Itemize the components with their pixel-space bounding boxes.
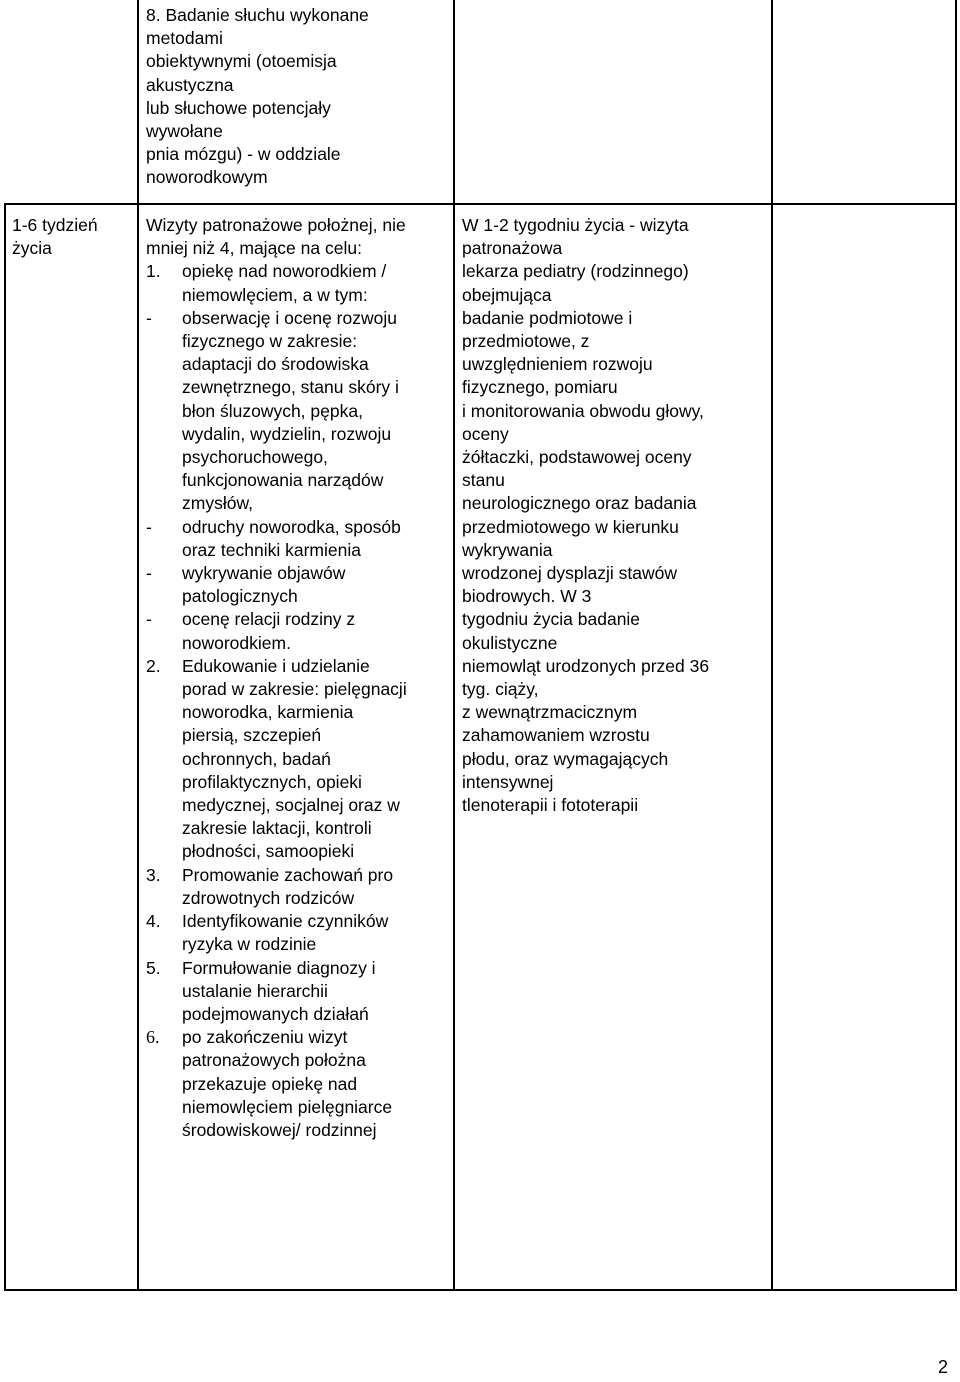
sub-item-line bbox=[146, 492, 401, 515]
text-line: neurologicznego oraz badania bbox=[462, 493, 697, 514]
sub-item-line bbox=[146, 539, 401, 562]
text-line: płodności, samoopieki bbox=[182, 841, 355, 862]
text-line: wydalin, wydzielin, rozwoju bbox=[182, 423, 392, 444]
sub-item-dash: - bbox=[146, 516, 152, 537]
text-line: mniej niż 4, mające na celu: bbox=[146, 238, 362, 259]
text-line: ocenę relacji rodziny z bbox=[182, 609, 356, 630]
text-line: i monitorowania obwodu głowy, bbox=[462, 400, 704, 421]
period-cell bbox=[12, 214, 98, 260]
text-line: zmysłów, bbox=[182, 493, 253, 514]
text-line: oceny bbox=[462, 423, 509, 444]
text-line: lekarza pediatry (rodzinnego) bbox=[462, 261, 689, 282]
text-line: patologicznych bbox=[182, 586, 298, 607]
list-item bbox=[146, 864, 407, 910]
list-item-body bbox=[182, 957, 376, 1027]
text-line: 1-6 tydzień bbox=[12, 215, 98, 235]
text-line: życia bbox=[12, 238, 52, 259]
table-border-bottom bbox=[4, 1289, 957, 1291]
sub-item-line bbox=[146, 376, 401, 399]
page-number: 2 bbox=[938, 1357, 949, 1377]
text-line: podejmowanych działań bbox=[182, 1003, 369, 1024]
sub-item-dash bbox=[146, 423, 182, 446]
sub-item-dash: - bbox=[146, 307, 152, 328]
table-border-left bbox=[4, 203, 6, 1291]
text-line: psychoruchowego, bbox=[182, 447, 328, 468]
text-line: medycznej, socjalnej oraz w bbox=[182, 795, 400, 816]
sub-item-line bbox=[146, 608, 401, 631]
list-item-number: 4. bbox=[146, 911, 161, 932]
text-line: tygodniu życia badanie bbox=[462, 609, 641, 630]
text-line: stanu bbox=[462, 470, 505, 491]
text-line: okulistyczne bbox=[462, 632, 558, 653]
text-line: obiektywnymi (otoemisja bbox=[146, 51, 337, 72]
text-line: tlenoterapii i fototerapii bbox=[462, 795, 639, 816]
sub-item-dash: - bbox=[146, 563, 152, 584]
sub-item-line bbox=[146, 423, 401, 446]
text-line: Formułowanie diagnozy i bbox=[182, 957, 376, 978]
text-line: zakresie laktacji, kontroli bbox=[182, 818, 372, 839]
text-line: biodrowych. W 3 bbox=[462, 586, 592, 607]
text-line: noworodkowym bbox=[146, 167, 268, 188]
midwife-visits-intro bbox=[146, 214, 407, 260]
text-line: akustyczna bbox=[146, 74, 234, 95]
text-line: noworodkiem. bbox=[182, 632, 291, 653]
sub-item-line bbox=[146, 585, 401, 608]
text-line: niemowląt urodzonych przed 36 bbox=[462, 655, 710, 676]
text-line: ryzyka w rodzinie bbox=[182, 934, 317, 955]
sub-item-dash bbox=[146, 469, 182, 492]
list-item-number: 2. bbox=[146, 655, 161, 676]
text-line: zdrowotnych rodziców bbox=[182, 887, 355, 908]
table-row-divider bbox=[4, 203, 957, 205]
list-item-body bbox=[182, 655, 407, 864]
list-item-number: 3. bbox=[146, 864, 161, 885]
text-line: Edukowanie i udzielanie bbox=[182, 655, 370, 676]
text-line: niemowlęciem, a w tym: bbox=[182, 284, 368, 305]
sub-item-dash bbox=[146, 400, 182, 423]
period-text bbox=[12, 214, 98, 260]
sub-item-dash bbox=[146, 492, 182, 515]
list-item-body bbox=[182, 1026, 392, 1142]
sub-item-dash: - bbox=[146, 609, 152, 630]
sub-item-line bbox=[146, 400, 401, 423]
text-line: fizycznego w zakresie: bbox=[182, 331, 358, 352]
sub-item-line bbox=[146, 330, 401, 353]
sub-item-line bbox=[146, 469, 401, 492]
text-line: tyg. ciąży, bbox=[462, 679, 539, 700]
text-line: niemowlęciem pielęgniarce bbox=[182, 1096, 393, 1117]
text-line: Promowanie zachowań pro bbox=[182, 864, 394, 885]
table-border-right bbox=[955, 0, 957, 1291]
text-line: fizycznego, pomiaru bbox=[462, 377, 618, 398]
text-line: obejmująca bbox=[462, 284, 552, 305]
sub-item-dash bbox=[146, 539, 182, 562]
sub-item-line bbox=[146, 353, 401, 376]
text-line: wykrywanie objawów bbox=[182, 563, 346, 584]
table-divider-col3 bbox=[771, 0, 773, 1291]
text-line: środowiskowej/ rodzinnej bbox=[182, 1119, 377, 1140]
sub-item-line bbox=[146, 516, 401, 539]
sub-item-line bbox=[146, 307, 401, 330]
text-line: ochronnych, badań bbox=[182, 748, 331, 769]
list-item bbox=[146, 260, 407, 654]
table-divider-col1 bbox=[137, 0, 139, 1291]
sub-item-dash bbox=[146, 353, 182, 376]
sub-item-dash bbox=[146, 376, 182, 399]
text-line: badanie podmiotowe i bbox=[462, 307, 633, 328]
text-line: płodu, oraz wymagających bbox=[462, 748, 669, 769]
text-line: przedmiotowego w kierunku bbox=[462, 516, 679, 537]
list-item bbox=[146, 957, 407, 1027]
text-line: W 1-2 tygodniu życia - wizyta bbox=[462, 215, 689, 235]
table-divider-col2 bbox=[453, 0, 455, 1291]
list-item-body bbox=[182, 864, 393, 910]
text-line: błon śluzowych, pępka, bbox=[182, 400, 363, 421]
sub-item-dash bbox=[146, 330, 182, 353]
text-line: porad w zakresie: pielęgnacji bbox=[182, 679, 407, 700]
sub-item-line bbox=[146, 446, 401, 469]
text-line: 8. Badanie słuchu wykonane bbox=[146, 5, 369, 25]
hearing-test-text bbox=[146, 4, 369, 190]
text-line: ustalanie hierarchii bbox=[182, 980, 328, 1001]
text-line: z wewnątrzmacicznym bbox=[462, 702, 638, 723]
sub-item-dash bbox=[146, 632, 182, 655]
text-line: wykrywania bbox=[462, 539, 553, 560]
sub-item-line bbox=[146, 632, 401, 655]
text-line: oraz techniki karmienia bbox=[182, 539, 361, 560]
text-line: pnia mózgu) - w oddziale bbox=[146, 144, 341, 165]
text-line: przekazuje opiekę nad bbox=[182, 1073, 358, 1094]
text-line: żółtaczki, podstawowej oceny bbox=[462, 447, 692, 468]
text-line: uwzględnieniem rozwoju bbox=[462, 354, 653, 375]
text-line: adaptacji do środowiska bbox=[182, 354, 369, 375]
text-line: Wizyty patronażowe położnej, nie bbox=[146, 215, 406, 235]
midwife-visits-cell bbox=[146, 214, 407, 1142]
doctor-visit-cell bbox=[462, 214, 709, 817]
text-line: zewnętrznego, stanu skóry i bbox=[182, 377, 399, 398]
text-line: piersią, szczepień bbox=[182, 725, 322, 746]
text-line: intensywnej bbox=[462, 771, 554, 792]
text-line: przedmiotowe, z bbox=[462, 331, 590, 352]
midwife-visits-list bbox=[146, 260, 407, 1142]
list-item bbox=[146, 655, 407, 864]
text-line: lub słuchowe potencjały bbox=[146, 97, 331, 118]
list-item bbox=[146, 910, 407, 956]
text-line: profilaktycznych, opieki bbox=[182, 771, 362, 792]
text-line: noworodka, karmienia bbox=[182, 702, 354, 723]
sub-item-dash bbox=[146, 446, 182, 469]
text-line: patronażowa bbox=[462, 238, 563, 259]
text-line: funkcjonowania narządów bbox=[182, 470, 384, 491]
text-line: zahamowaniem wzrostu bbox=[462, 725, 650, 746]
text-line: metodami bbox=[146, 28, 223, 49]
text-line: wrodzonej dysplazji stawów bbox=[462, 563, 677, 584]
list-item-number: 6. bbox=[146, 1027, 160, 1048]
text-line: po zakończeniu wizyt bbox=[182, 1027, 348, 1048]
text-line: odruchy noworodka, sposób bbox=[182, 516, 401, 537]
text-line: opiekę nad noworodkiem / bbox=[182, 261, 387, 282]
list-item bbox=[146, 1026, 407, 1142]
text-line: patronażowych położna bbox=[182, 1050, 366, 1071]
text-line: Identyfikowanie czynników bbox=[182, 911, 389, 932]
list-item-number: 1. bbox=[146, 261, 161, 282]
text-line: wywołane bbox=[146, 121, 223, 142]
text-line: obserwację i ocenę rozwoju bbox=[182, 307, 397, 328]
list-item-body bbox=[182, 910, 388, 956]
list-item-number: 5. bbox=[146, 957, 161, 978]
sub-item-line bbox=[146, 562, 401, 585]
hearing-test-item bbox=[146, 4, 369, 190]
doctor-visit-text bbox=[462, 214, 709, 817]
list-item-body bbox=[146, 260, 401, 654]
sub-item-dash bbox=[146, 585, 182, 608]
